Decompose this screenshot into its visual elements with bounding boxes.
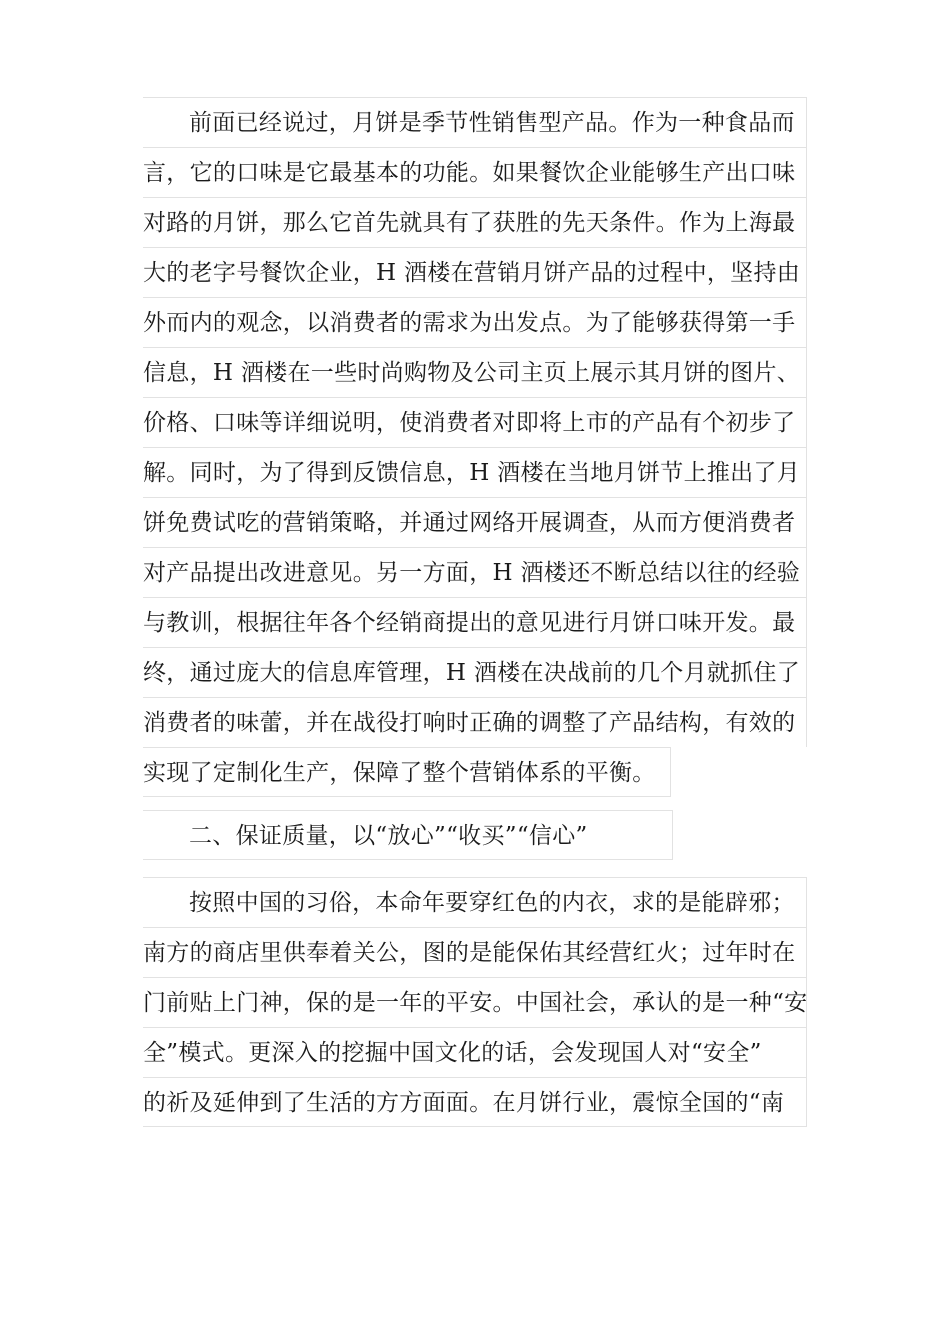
text-line: 门前贴上门神，保的是一年的平安。中国社会，承认的是一种“安 (143, 977, 807, 1027)
text-line: 终，通过庞大的信息库管理，H 酒楼在决战前的几个月就抓住了 (143, 647, 807, 697)
text-line: 对路的月饼，那么它首先就具有了获胜的先天条件。作为上海最 (143, 197, 807, 247)
text-line: 消费者的味蕾，并在战役打响时正确的调整了产品结构，有效的 (143, 697, 807, 747)
text-line: 南方的商店里供奉着关公，图的是能保佑其经营红火；过年时在 (143, 927, 807, 977)
heading-line: 二、保证质量，以“放心”“收买”“信心” (143, 810, 673, 860)
paragraph-chinese-customs (143, 877, 807, 1127)
text-line: 外而内的观念，以消费者的需求为出发点。为了能够获得第一手 (143, 297, 807, 347)
text-line: 实现了定制化生产，保障了整个营销体系的平衡。 (143, 747, 671, 797)
text-line: 与教训，根据往年各个经销商提出的意见进行月饼口味开发。最 (143, 597, 807, 647)
text-line: 言，它的口味是它最基本的功能。如果餐饮企业能够生产出口味 (143, 147, 807, 197)
text-line: 的祈及延伸到了生活的方方面面。在月饼行业，震惊全国的“南 (143, 1077, 807, 1127)
text-line: 前面已经说过，月饼是季节性销售型产品。作为一种食品而 (143, 97, 807, 147)
text-line: 解。同时，为了得到反馈信息，H 酒楼在当地月饼节上推出了月 (143, 447, 807, 497)
text-line: 饼免费试吃的营销策略，并通过网络开展调查，从而方便消费者 (143, 497, 807, 547)
paragraph-mooncake-marketing (143, 97, 807, 797)
text-line: 大的老字号餐饮企业，H 酒楼在营销月饼产品的过程中，坚持由 (143, 247, 807, 297)
section-heading (143, 810, 673, 860)
text-line: 按照中国的习俗，本命年要穿红色的内衣，求的是能辟邪； (143, 877, 807, 927)
text-line: 对产品提出改进意见。另一方面，H 酒楼还不断总结以往的经验 (143, 547, 807, 597)
text-line: 全”模式。更深入的挖掘中国文化的话，会发现国人对“安全” (143, 1027, 807, 1077)
text-line: 信息，H 酒楼在一些时尚购物及公司主页上展示其月饼的图片、 (143, 347, 807, 397)
text-line: 价格、口味等详细说明，使消费者对即将上市的产品有个初步了 (143, 397, 807, 447)
